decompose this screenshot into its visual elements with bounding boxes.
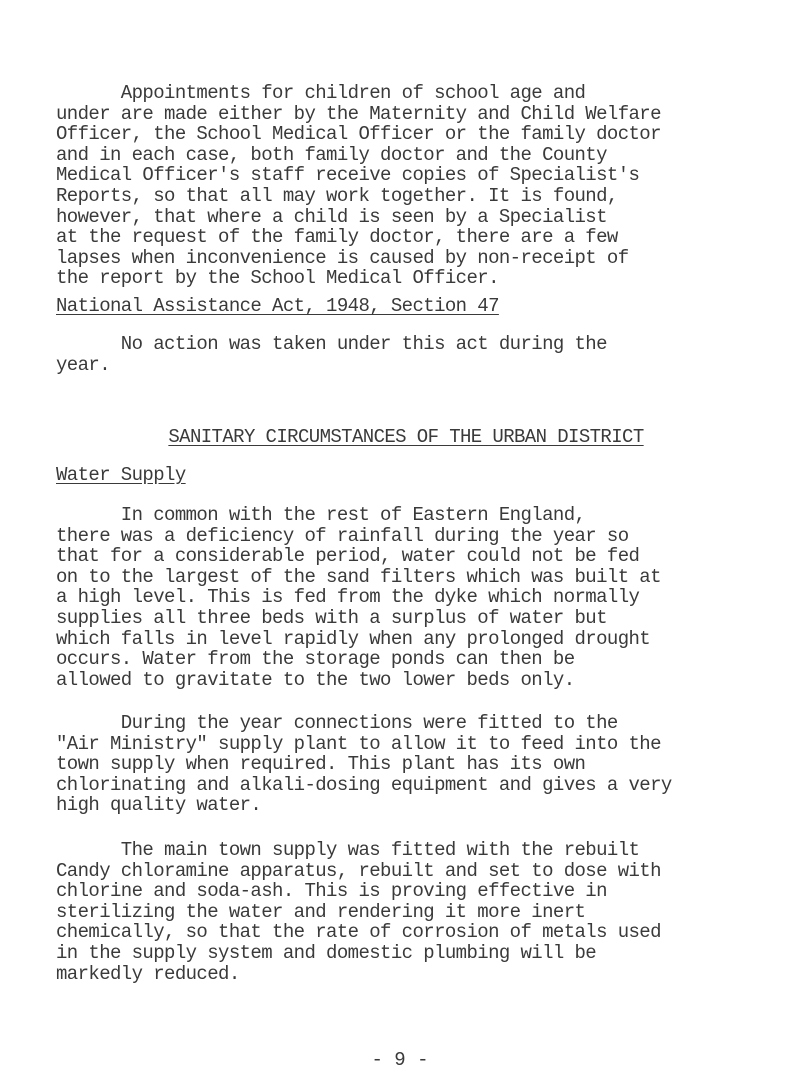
text-line: a high level. This is fed from the dyke which normally bbox=[56, 586, 640, 609]
text-line: town supply when required. This plant has its own bbox=[56, 753, 586, 776]
text-line: in the supply system and domestic plumbing will be bbox=[56, 941, 597, 964]
appointments-paragraph bbox=[56, 83, 756, 289]
text-line: During the year connections were fitted to the bbox=[56, 712, 618, 734]
sanitary-circumstances-heading: SANITARY CIRCUMSTANCES OF THE URBAN DISTRICT bbox=[168, 426, 644, 448]
text-line: supplies all three beds with a surplus of water but bbox=[56, 606, 607, 629]
text-line: chlorinating and alkali-dosing equipment and gives a very bbox=[56, 773, 672, 796]
text-line: on to the largest of the sand filters which was built at bbox=[56, 565, 661, 588]
text-line: lapses when inconvenience is caused by non-receipt of bbox=[56, 246, 629, 269]
text-line: under are made either by the Maternity and Child Welfare bbox=[56, 102, 661, 125]
text-line: Medical Officer's staff receive copies of Specialist's bbox=[56, 164, 640, 187]
air-ministry-paragraph bbox=[56, 713, 756, 816]
text-line: Candy chloramine apparatus, rebuilt and set to dose with bbox=[56, 859, 661, 882]
candy-paragraph bbox=[56, 840, 756, 984]
page-number: - 9 - bbox=[371, 1049, 429, 1071]
text-line: chlorine and soda-ash. This is proving effective in bbox=[56, 880, 607, 903]
national-assistance-heading: National Assistance Act, 1948, Section 47 bbox=[56, 295, 499, 317]
text-line: that for a considerable period, water could not be fed bbox=[56, 545, 640, 568]
text-line: In common with the rest of Eastern England, bbox=[56, 504, 586, 526]
text-line: there was a deficiency of rainfall during the year so bbox=[56, 524, 629, 547]
text-line: however, that where a child is seen by a Specialist bbox=[56, 205, 607, 228]
text-line: high quality water. bbox=[56, 794, 262, 817]
text-line: allowed to gravitate to the two lower beds only. bbox=[56, 668, 575, 691]
text-line: Officer, the School Medical Officer or the family doctor bbox=[56, 123, 661, 146]
text-line: markedly reduced. bbox=[56, 962, 240, 985]
text-line: and in each case, both family doctor and the County bbox=[56, 143, 607, 166]
text-line: chemically, so that the rate of corrosion of metals used bbox=[56, 921, 661, 944]
text-line: The main town supply was fitted with the rebuilt bbox=[56, 839, 640, 861]
text-line: No action was taken under this act during the bbox=[56, 333, 607, 355]
text-line: sterilizing the water and rendering it more inert bbox=[56, 900, 586, 923]
text-line: occurs. Water from the storage ponds can then be bbox=[56, 648, 575, 671]
text-line: Reports, so that all may work together. It is found, bbox=[56, 184, 618, 207]
water-supply-heading: Water Supply bbox=[56, 464, 186, 486]
text-line: at the request of the family doctor, there are a few bbox=[56, 226, 618, 249]
text-line: year. bbox=[56, 353, 111, 376]
text-line: "Air Ministry" supply plant to allow it to feed into the bbox=[56, 732, 661, 755]
text-line: Appointments for children of school age and bbox=[56, 82, 586, 104]
text-line: which falls in level rapidly when any prolonged drought bbox=[56, 627, 651, 650]
deficiency-paragraph bbox=[56, 505, 756, 690]
no-action-paragraph bbox=[56, 334, 756, 375]
text-line: the report by the School Medical Officer. bbox=[56, 267, 499, 290]
